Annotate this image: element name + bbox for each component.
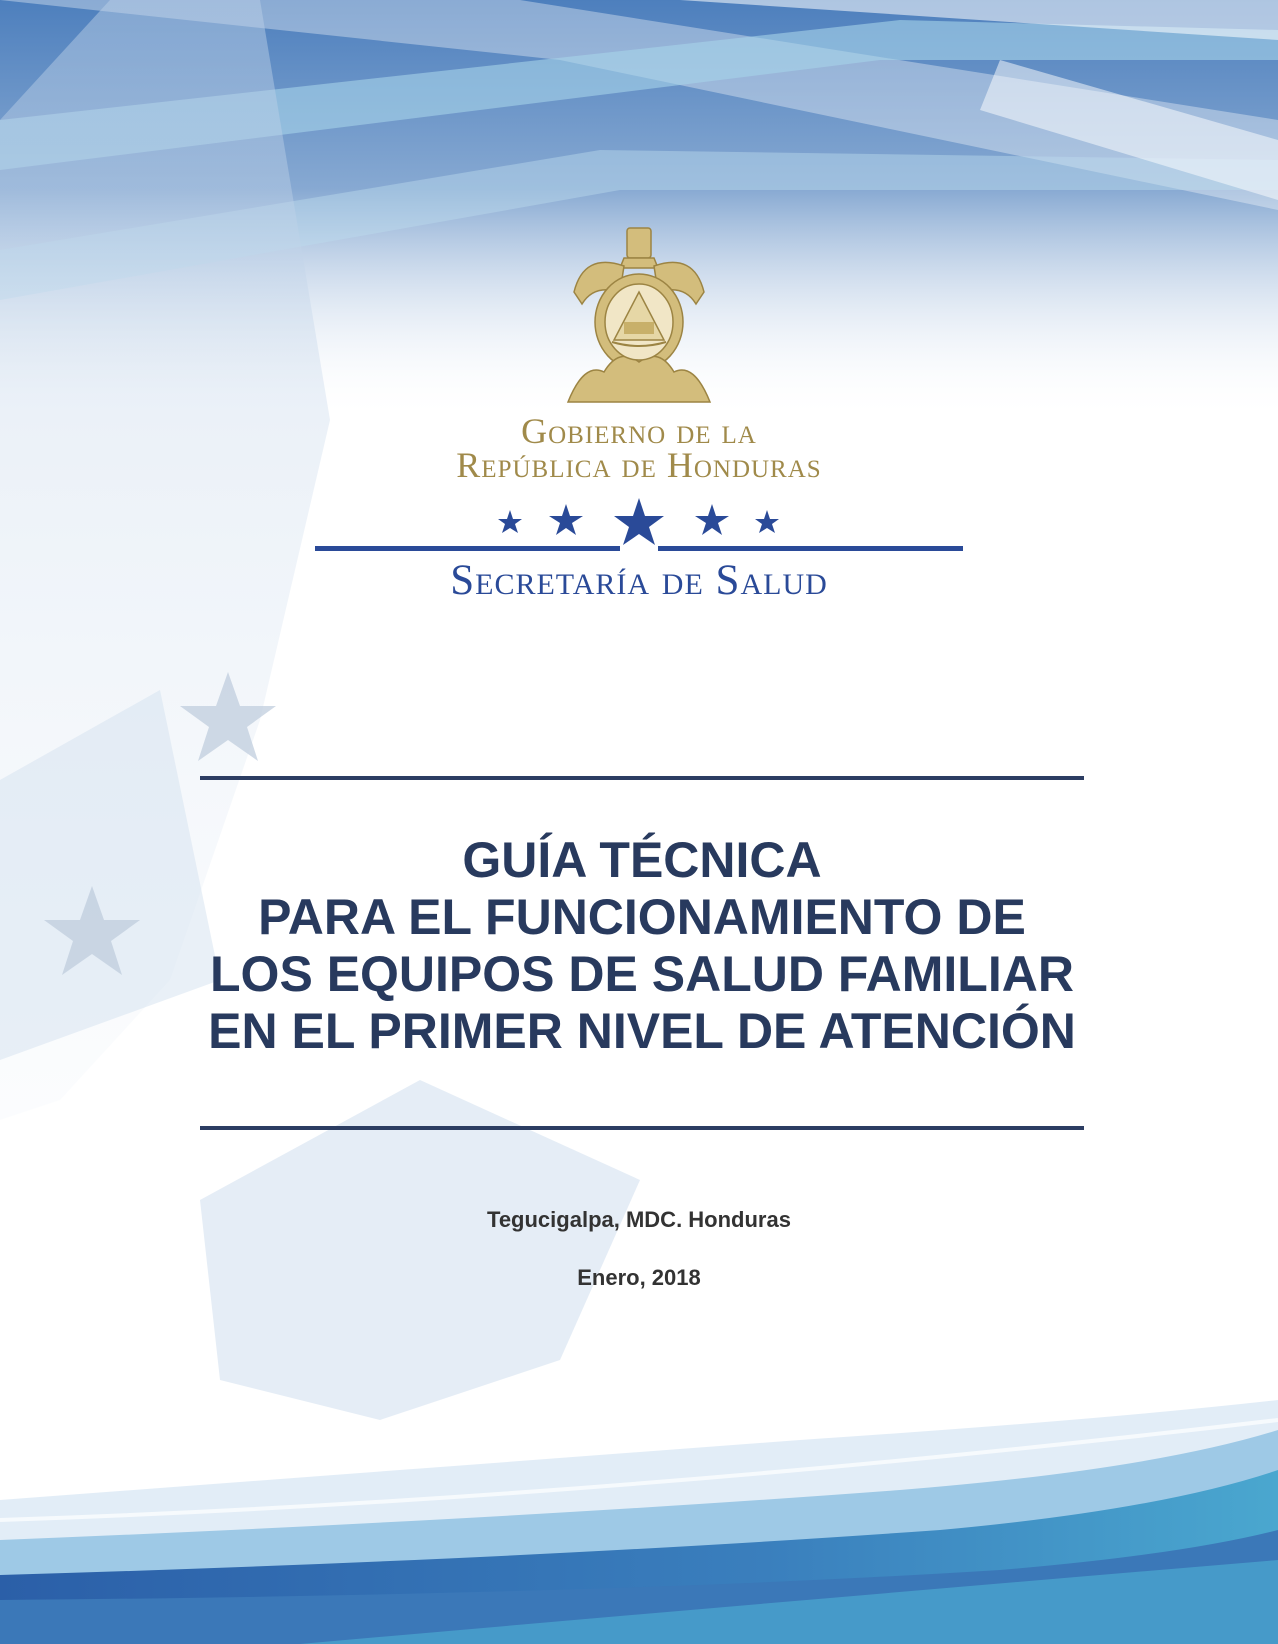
title-line-3: LOS EQUIPOS DE SALUD FAMILIAR: [210, 946, 1074, 1002]
title-line-1: GUÍA TÉCNICA: [462, 832, 822, 888]
star-icon: [614, 498, 664, 545]
title-rule-top: [200, 776, 1084, 780]
government-name-line-1: Gobierno de la: [521, 411, 757, 451]
five-stars-divider: [0, 498, 1278, 558]
publication-place: Tegucigalpa, MDC. Honduras: [487, 1207, 791, 1232]
title-line-4: EN EL PRIMER NIVEL DE ATENCIÓN: [208, 1003, 1076, 1059]
publication-date: Enero, 2018: [577, 1265, 701, 1290]
title-line-2: PARA EL FUNCIONAMIENTO DE: [258, 889, 1026, 945]
title-rule-bottom: [200, 1126, 1084, 1130]
star-icon: [695, 504, 729, 535]
coat-of-arms-icon: [564, 222, 714, 408]
document-title: [170, 832, 1114, 1060]
ministry-name: Secretaría de Salud: [450, 557, 828, 604]
star-icon: [755, 510, 779, 533]
star-icon: [549, 504, 583, 535]
government-name-line-2: República de Honduras: [456, 445, 822, 485]
divider-line-left: [315, 546, 620, 551]
star-icon: [498, 510, 522, 533]
divider-line-right: [658, 546, 963, 551]
